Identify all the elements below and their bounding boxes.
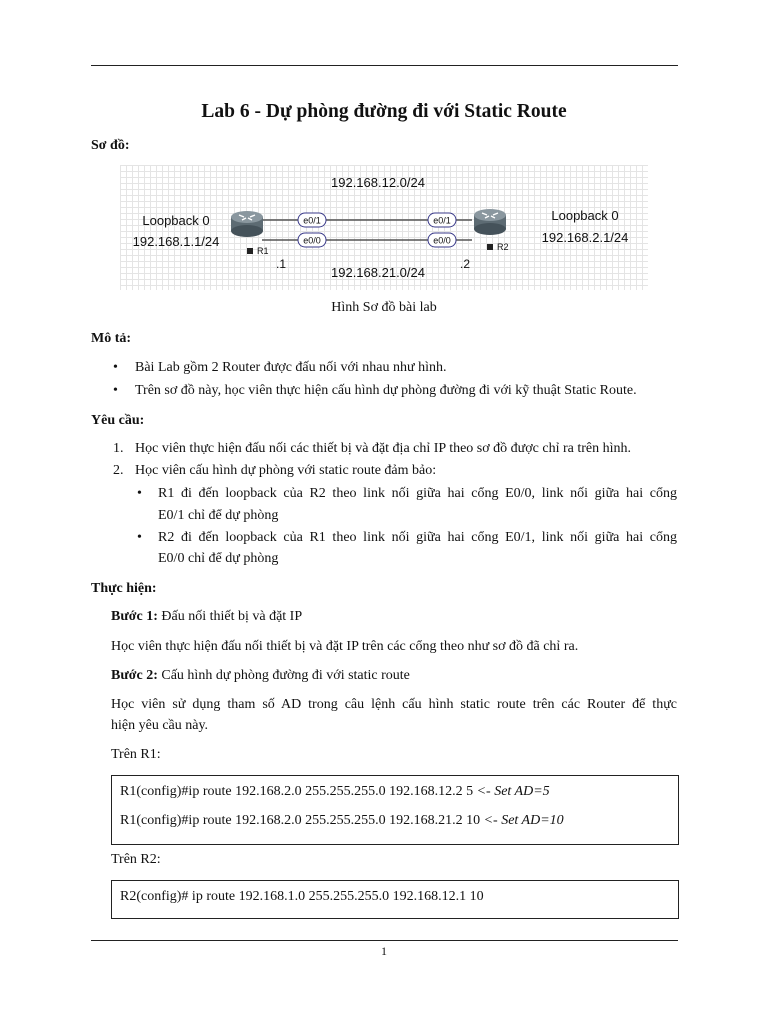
mota-heading: Mô tả: xyxy=(91,331,132,346)
r2-if-top-label: e0/1 xyxy=(433,215,451,226)
r1-host-id: .1 xyxy=(276,257,287,271)
net-top-label: 192.168.12.0/24 xyxy=(331,175,425,190)
r1-marker-icon xyxy=(247,248,253,254)
step2-desc-line2: hiện yêu cầu này. xyxy=(111,718,209,733)
step1 xyxy=(111,607,302,627)
step1-desc: Học viên thực hiện đấu nối thiết bị và đặt IP trên các cổng theo như sơ đồ đã chỉ ra. xyxy=(111,639,579,654)
r1-cmd-2-text: R1(config)#ip route 192.168.2.0 255.255.255.0 192.168.21.2 10 xyxy=(120,813,484,828)
yeucau-item-1: Học viên thực hiện đấu nối các thiết bị và đặt địa chỉ IP theo sơ đồ được chỉ ra trên hình. xyxy=(135,441,631,456)
r2-label: Trên R2: xyxy=(111,852,161,867)
yeucau-sub-2-line2: E0/0 chỉ để dự phòng xyxy=(158,551,279,566)
r2-if-bottom-label: e0/0 xyxy=(433,235,451,246)
r1-cmd-2 xyxy=(120,813,564,829)
r2-host-id: .2 xyxy=(460,257,471,271)
r1-cmd-1-note: <- Set AD=5 xyxy=(476,784,550,799)
bullet-icon: • xyxy=(137,530,142,545)
step1-text: Đấu nối thiết bị và đặt IP xyxy=(157,609,303,624)
top-rule xyxy=(91,65,678,66)
yeucau-sub-1-line1: R1 đi đến loopback của R2 theo link nối giữa hai cổng E0/0, link nối giữa hai cổng xyxy=(158,486,677,501)
router-r1-icon xyxy=(231,211,263,237)
page-title: Lab 6 - Dự phòng đường đi với Static Route xyxy=(201,101,567,122)
r2-marker-icon xyxy=(487,244,493,250)
yeucau-num-1: 1. xyxy=(113,441,124,456)
r1-label: Trên R1: xyxy=(111,747,161,762)
r2-name: R2 xyxy=(497,242,509,252)
yeucau-heading: Yêu cầu: xyxy=(91,413,145,428)
step2-desc-line1: Học viên sử dụng tham số AD trong câu lệnh cấu hình static route trên các Router để thực xyxy=(111,697,677,712)
r1-cmd-1-text: R1(config)#ip route 192.168.2.0 255.255.255.0 192.168.12.2 5 xyxy=(120,784,477,799)
r1-loopback-name: Loopback 0 xyxy=(142,213,210,228)
r1-name: R1 xyxy=(257,246,269,256)
r1-loopback-ip: 192.168.1.1/24 xyxy=(132,234,220,249)
r1-cmd-1 xyxy=(120,784,550,800)
r2-loopback-ip: 192.168.2.1/24 xyxy=(541,230,629,245)
r1-cmd-2-note: <- Set AD=10 xyxy=(483,813,564,828)
net-bottom-label: 192.168.21.0/24 xyxy=(331,265,425,280)
step1-label: Bước 1: xyxy=(111,609,158,624)
diagram-caption: Hình Sơ đồ bài lab xyxy=(331,300,437,315)
network-diagram-svg xyxy=(120,165,648,290)
r1-if-bottom-label: e0/0 xyxy=(303,235,321,246)
network-diagram xyxy=(120,165,648,290)
mota-list xyxy=(135,357,678,401)
step2 xyxy=(111,666,410,686)
step2-label: Bước 2: xyxy=(111,668,158,683)
router-r2-icon xyxy=(474,209,506,235)
step2-text: Cấu hình dự phòng đường đi với static route xyxy=(157,668,410,683)
yeucau-num-2: 2. xyxy=(113,463,124,478)
bullet-icon: • xyxy=(137,486,142,501)
list-item: • Bài Lab gồm 2 Router được đấu nối với nhau như hình. xyxy=(135,357,678,378)
r1-if-top-label: e0/1 xyxy=(303,215,321,226)
thuchien-heading: Thực hiện: xyxy=(91,581,157,596)
r1-command-box xyxy=(111,775,679,845)
yeucau-item-2: Học viên cấu hình dự phòng với static route đảm bảo: xyxy=(135,463,437,478)
r2-cmd: R2(config)# ip route 192.168.1.0 255.255.255.0 192.168.12.1 10 xyxy=(120,889,484,904)
page-number: 1 xyxy=(381,944,387,958)
r2-loopback-name: Loopback 0 xyxy=(551,208,619,223)
bottom-rule xyxy=(91,940,678,941)
list-item: • Trên sơ đồ này, học viên thực hiện cấu hình dự phòng đường đi với kỹ thuật Static Route. xyxy=(135,380,678,401)
yeucau-sub-1-line2: E0/1 chỉ để dự phòng xyxy=(158,508,279,523)
yeucau-sub-2-line1: R2 đi đến loopback của R1 theo link nối giữa hai cổng E0/1, link nối giữa hai cổng xyxy=(158,530,677,545)
diagram-heading: Sơ đồ: xyxy=(91,138,130,153)
r2-command-box xyxy=(111,880,679,919)
